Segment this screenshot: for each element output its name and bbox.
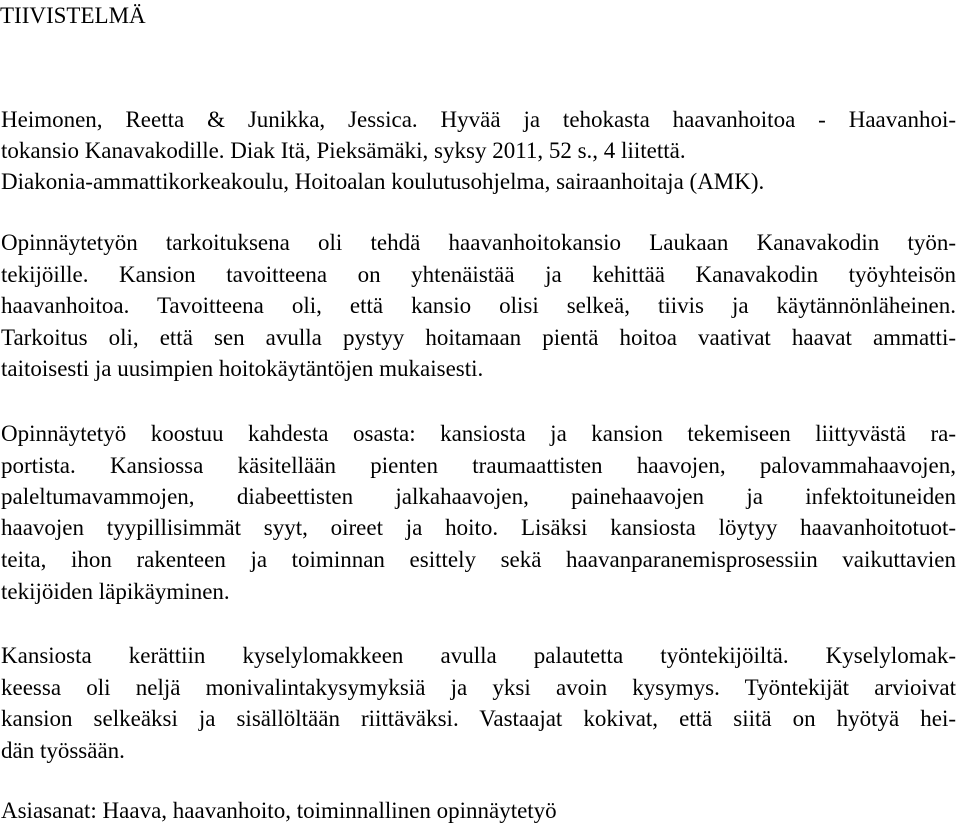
citation-line: Diakonia-ammattikorkeakoulu, Hoitoalan koulutusohjelma, sairaanhoitaja (AMK).	[1, 169, 765, 194]
citation-line: Heimonen, Reetta & Junikka, Jessica. Hyvää ja tehokasta haavanhoitoa - Haavanhoi-	[1, 107, 956, 132]
paragraph-line: kansion selkeäksi ja sisällöltään riittäväksi. Vastaajat kokivat, että siitä on hyötyä hei-	[1, 706, 956, 731]
paragraph-line: paleltumavammojen, diabeettisten jalkahaavojen, painehaavojen ja infektoituneiden	[1, 484, 956, 509]
page-title: TIIVISTELMÄ	[0, 3, 146, 28]
paragraph-line: taitoisesti ja uusimpien hoitokäytäntöjen mukaisesti.	[1, 356, 484, 381]
paragraph-line: tekijöiden läpikäyminen.	[1, 579, 230, 604]
paragraph-line: keessa oli neljä monivalintakysymyksiä ja yksi avoin kysymys. Työntekijät arvioivat	[1, 675, 956, 700]
paragraph-line: Opinnäytetyön tarkoituksena oli tehdä haavanhoitokansio Laukaan Kanavakodin työn-	[1, 230, 956, 255]
citation-line: tokansio Kanavakodille. Diak Itä, Pieksämäki, syksy 2011, 52 s., 4 liitettä.	[1, 138, 686, 163]
paragraph-line: tekijöille. Kansion tavoitteena on yhtenäistää ja kehittää Kanavakodin työyhteisön	[1, 262, 956, 287]
keywords-line: Asiasanat: Haava, haavanhoito, toiminnallinen opinnäytetyö	[1, 798, 557, 823]
paragraph-line: dän työssään.	[1, 738, 125, 763]
paragraph-line: Opinnäytetyö koostuu kahdesta osasta: kansiosta ja kansion tekemiseen liittyvästä ra-	[1, 421, 956, 446]
paragraph-line: Tarkoitus oli, että sen avulla pystyy hoitamaan pientä hoitoa vaativat haavat ammatti-	[1, 325, 956, 350]
paragraph-line: Kansiosta kerättiin kyselylomakkeen avulla palautetta työntekijöiltä. Kyselylomak-	[1, 643, 956, 668]
paragraph-line: portista. Kansiossa käsitellään pienten traumaattisten haavojen, palovammahaavojen,	[1, 453, 956, 478]
paragraph-line: haavojen tyypillisimmät syyt, oireet ja hoito. Lisäksi kansiosta löytyy haavanhoitotuot-	[1, 515, 956, 540]
paragraph-line: teita, ihon rakenteen ja toiminnan esittely sekä haavanparanemisprosessiin vaikuttavien	[1, 547, 956, 572]
paragraph-line: haavanhoitoa. Tavoitteena oli, että kansio olisi selkeä, tiivis ja käytännönläheinen.	[1, 293, 956, 318]
